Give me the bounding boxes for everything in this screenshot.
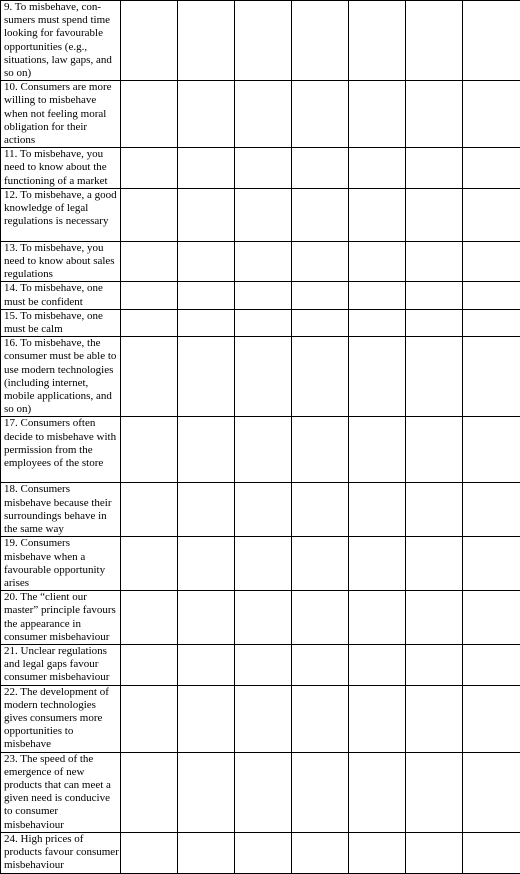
rating-cell xyxy=(235,832,292,873)
rating-cell xyxy=(292,752,349,832)
table-row xyxy=(1,309,520,336)
rating-cell xyxy=(235,537,292,591)
rating-cell xyxy=(292,282,349,309)
rating-cell xyxy=(121,752,178,832)
rating-cell xyxy=(235,644,292,685)
table-row xyxy=(1,537,520,591)
rating-cell xyxy=(121,282,178,309)
rating-cell xyxy=(406,685,463,752)
rating-cell xyxy=(178,188,235,241)
rating-cell xyxy=(235,685,292,752)
rating-cell xyxy=(121,148,178,189)
rating-cell xyxy=(349,483,406,537)
rating-cell xyxy=(235,1,292,81)
rating-cell xyxy=(178,282,235,309)
rating-cell xyxy=(349,752,406,832)
rating-cell xyxy=(349,537,406,591)
rating-cell xyxy=(349,309,406,336)
rating-cell xyxy=(235,309,292,336)
rating-cell xyxy=(463,1,520,81)
rating-cell xyxy=(463,417,520,483)
rating-cell xyxy=(121,832,178,873)
rating-cell xyxy=(349,832,406,873)
rating-cell xyxy=(463,591,520,645)
rating-cell xyxy=(406,591,463,645)
rating-cell xyxy=(406,337,463,417)
rating-cell xyxy=(178,241,235,282)
rating-cell xyxy=(406,752,463,832)
table-row xyxy=(1,644,520,685)
rating-cell xyxy=(292,417,349,483)
rating-cell xyxy=(463,537,520,591)
rating-cell xyxy=(406,188,463,241)
rating-cell xyxy=(463,337,520,417)
rating-cell xyxy=(406,832,463,873)
rating-cell xyxy=(235,81,292,148)
rating-cell xyxy=(292,241,349,282)
rating-cell xyxy=(235,752,292,832)
rating-cell xyxy=(292,685,349,752)
rating-cell xyxy=(349,148,406,189)
table-row xyxy=(1,241,520,282)
rating-cell xyxy=(292,337,349,417)
rating-cell xyxy=(463,148,520,189)
statement-cell: 16. To misbehave, the consumer must be able to use modern technologies (including internet, mobile applications, and so on) xyxy=(1,337,121,417)
rating-cell xyxy=(349,1,406,81)
rating-cell xyxy=(235,188,292,241)
statement-cell: 24. High prices of products favour consumer misbehaviour xyxy=(1,832,121,873)
rating-cell xyxy=(178,81,235,148)
rating-cell xyxy=(292,309,349,336)
rating-cell xyxy=(406,309,463,336)
statement-cell: 15. To misbehave, one must be calm xyxy=(1,309,121,336)
rating-cell xyxy=(121,591,178,645)
rating-cell xyxy=(463,241,520,282)
rating-cell xyxy=(292,188,349,241)
statement-cell: 9. To misbehave, con-sumers must spend time looking for favourable opportunities (e.g., situations, law gaps, and so on) xyxy=(1,1,121,81)
table-row xyxy=(1,483,520,537)
rating-cell xyxy=(292,537,349,591)
rating-cell xyxy=(121,309,178,336)
table-row xyxy=(1,752,520,832)
rating-cell xyxy=(121,337,178,417)
rating-cell xyxy=(292,591,349,645)
statement-cell: 14. To misbehave, one must be confident xyxy=(1,282,121,309)
table-row xyxy=(1,188,520,241)
rating-cell xyxy=(178,591,235,645)
rating-cell xyxy=(178,309,235,336)
table-row xyxy=(1,591,520,645)
rating-cell xyxy=(349,591,406,645)
table-row xyxy=(1,81,520,148)
statement-cell: 12. To misbehave, a good knowledge of legal regulations is necessary xyxy=(1,188,121,241)
rating-cell xyxy=(235,282,292,309)
rating-cell xyxy=(178,832,235,873)
rating-cell xyxy=(406,644,463,685)
rating-cell xyxy=(121,685,178,752)
rating-cell xyxy=(463,644,520,685)
rating-cell xyxy=(463,832,520,873)
table-row xyxy=(1,282,520,309)
rating-cell xyxy=(178,685,235,752)
rating-cell xyxy=(292,483,349,537)
rating-cell xyxy=(349,188,406,241)
rating-cell xyxy=(463,282,520,309)
statement-cell: 10. Consumers are more willing to misbehave when not feeling moral obligation for their actions xyxy=(1,81,121,148)
statement-cell: 11. To misbehave, you need to know about the functioning of a market xyxy=(1,148,121,189)
rating-cell xyxy=(121,81,178,148)
rating-cell xyxy=(292,1,349,81)
rating-cell xyxy=(178,1,235,81)
rating-cell xyxy=(349,417,406,483)
survey-table-body xyxy=(1,1,520,874)
rating-cell xyxy=(406,282,463,309)
rating-cell xyxy=(235,591,292,645)
statement-cell: 17. Consumers often decide to misbehave with permission from the employees of the store xyxy=(1,417,121,483)
statement-cell: 23. The speed of the emergence of new products that can meet a given need is conducive to consumer misbehaviour xyxy=(1,752,121,832)
table-row xyxy=(1,148,520,189)
rating-cell xyxy=(235,241,292,282)
rating-cell xyxy=(463,188,520,241)
rating-cell xyxy=(349,241,406,282)
rating-cell xyxy=(235,483,292,537)
table-row xyxy=(1,1,520,81)
rating-cell xyxy=(178,483,235,537)
rating-cell xyxy=(406,1,463,81)
table-row xyxy=(1,832,520,873)
rating-cell xyxy=(121,417,178,483)
rating-cell xyxy=(121,483,178,537)
rating-cell xyxy=(349,644,406,685)
rating-cell xyxy=(121,241,178,282)
table-row xyxy=(1,337,520,417)
rating-cell xyxy=(292,832,349,873)
statement-cell: 18. Consumers misbehave because their surroundings behave in the same way xyxy=(1,483,121,537)
rating-cell xyxy=(235,337,292,417)
rating-cell xyxy=(121,644,178,685)
rating-cell xyxy=(235,417,292,483)
rating-cell xyxy=(349,685,406,752)
rating-cell xyxy=(463,81,520,148)
rating-cell xyxy=(178,417,235,483)
rating-cell xyxy=(463,752,520,832)
rating-cell xyxy=(121,188,178,241)
statement-cell: 22. The development of modern technologies gives consumers more opportunities to misbehave xyxy=(1,685,121,752)
table-row xyxy=(1,685,520,752)
rating-cell xyxy=(349,81,406,148)
rating-cell xyxy=(178,337,235,417)
rating-cell xyxy=(406,537,463,591)
rating-cell xyxy=(349,282,406,309)
statement-cell: 13. To misbehave, you need to know about sales regulations xyxy=(1,241,121,282)
rating-cell xyxy=(406,417,463,483)
rating-cell xyxy=(406,148,463,189)
rating-cell xyxy=(463,309,520,336)
rating-cell xyxy=(178,644,235,685)
rating-cell xyxy=(292,148,349,189)
rating-cell xyxy=(406,483,463,537)
rating-cell xyxy=(292,81,349,148)
table-row xyxy=(1,417,520,483)
statement-cell: 20. The “client our master” principle favours the appearance in consumer misbehaviour xyxy=(1,591,121,645)
rating-cell xyxy=(406,241,463,282)
rating-cell xyxy=(292,644,349,685)
rating-cell xyxy=(406,81,463,148)
rating-cell xyxy=(121,537,178,591)
rating-cell xyxy=(349,337,406,417)
statement-cell: 21. Unclear regulations and legal gaps favour consumer misbehaviour xyxy=(1,644,121,685)
rating-cell xyxy=(178,148,235,189)
statement-cell: 19. Consumers misbehave when a favourable opportunity arises xyxy=(1,537,121,591)
rating-cell xyxy=(235,148,292,189)
rating-cell xyxy=(463,483,520,537)
rating-cell xyxy=(121,1,178,81)
rating-cell xyxy=(178,537,235,591)
rating-cell xyxy=(463,685,520,752)
rating-cell xyxy=(178,752,235,832)
